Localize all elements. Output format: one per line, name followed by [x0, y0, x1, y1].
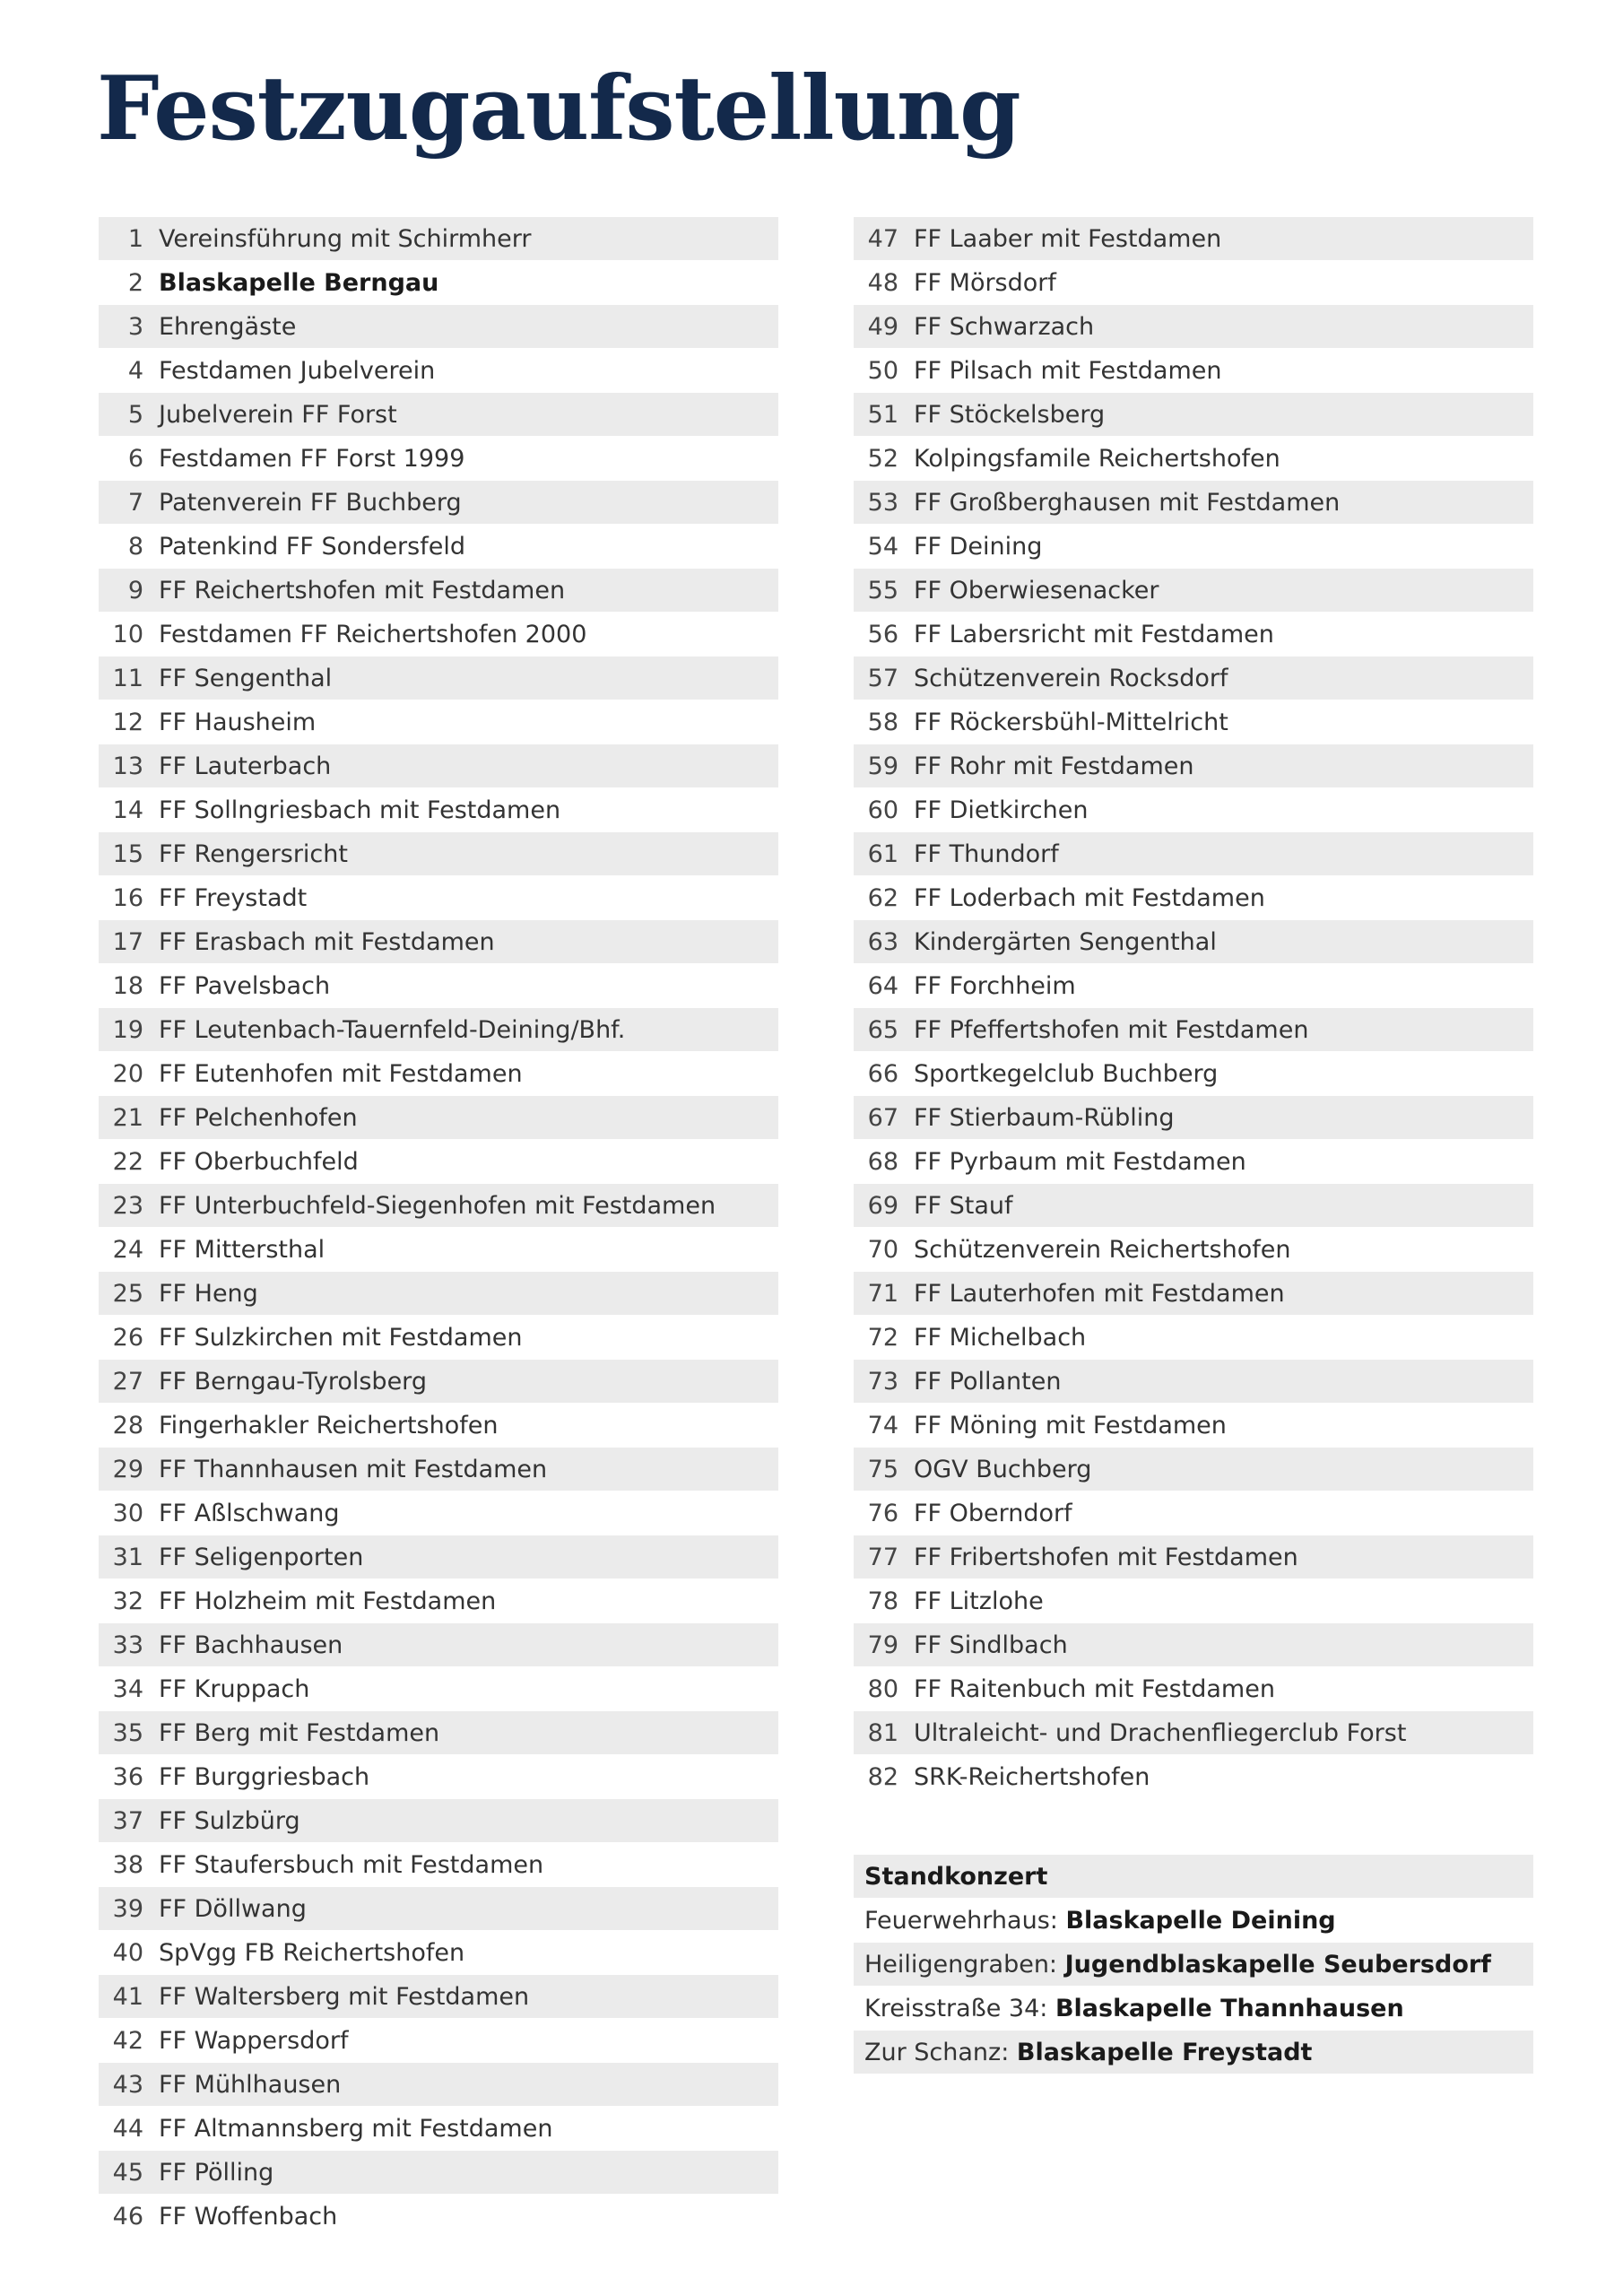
parade-row	[99, 569, 778, 612]
parade-group-name: FF Sindlbach	[914, 1631, 1068, 1659]
parade-row	[99, 349, 778, 392]
parade-row	[99, 1667, 778, 1710]
parade-group-name: FF Woffenbach	[159, 2202, 338, 2231]
parade-group-name: FF Döllwang	[159, 1894, 307, 1923]
parade-group-name: FF Labersricht mit Festdamen	[914, 620, 1274, 648]
parade-row	[854, 1184, 1533, 1227]
parade-group-name: FF Litzlohe	[914, 1587, 1044, 1615]
parade-number: 29	[112, 1455, 143, 1483]
parade-number: 72	[867, 1323, 898, 1352]
parade-number: 43	[112, 2070, 143, 2099]
parade-group-name: FF Burggriesbach	[159, 1762, 370, 1791]
parade-number: 51	[867, 400, 898, 429]
parade-number: 69	[867, 1191, 898, 1220]
parade-row	[99, 1360, 778, 1403]
parade-group-name: Festdamen FF Reichertshofen 2000	[159, 620, 587, 648]
parade-number: 50	[867, 356, 898, 385]
standkonzert-section	[854, 1855, 1533, 2074]
parade-row	[99, 876, 778, 919]
parade-row	[99, 1316, 778, 1359]
parade-group-name: Vereinsführung mit Schirmherr	[159, 224, 532, 253]
parade-group-name: FF Holzheim mit Festdamen	[159, 1587, 497, 1615]
parade-list-left	[99, 217, 778, 2239]
parade-row	[99, 481, 778, 524]
parade-row	[854, 657, 1533, 700]
parade-row	[854, 1755, 1533, 1798]
parade-group-name: FF Thundorf	[914, 839, 1059, 868]
parade-group-name: FF Lauterhofen mit Festdamen	[914, 1279, 1285, 1308]
parade-row	[99, 832, 778, 875]
parade-row	[99, 700, 778, 744]
parade-group-name: FF Eutenhofen mit Festdamen	[159, 1059, 523, 1088]
parade-number: 73	[867, 1367, 898, 1396]
parade-row	[854, 437, 1533, 480]
parade-row	[99, 1887, 778, 1930]
parade-group-name: FF Mühlhausen	[159, 2070, 342, 2099]
parade-number: 80	[867, 1674, 898, 1703]
parade-group-name: FF Mittersthal	[159, 1235, 325, 1264]
parade-number: 81	[867, 1718, 898, 1747]
parade-number: 31	[112, 1543, 143, 1571]
parade-number: 59	[867, 752, 898, 780]
parade-group-name: FF Stauf	[914, 1191, 1013, 1220]
parade-group-name: FF Loderbach mit Festdamen	[914, 883, 1265, 912]
parade-group-name: FF Pfeffertshofen mit Festdamen	[914, 1015, 1309, 1044]
parade-number: 74	[867, 1411, 898, 1439]
parade-number: 42	[112, 2026, 143, 2055]
parade-number: 7	[127, 488, 143, 517]
parade-number: 77	[867, 1543, 898, 1571]
parade-number: 78	[867, 1587, 898, 1615]
parade-row	[99, 1228, 778, 1271]
parade-group-name: FF Rengersricht	[159, 839, 348, 868]
parade-row	[99, 788, 778, 831]
parade-group-name: Fingerhakler Reichertshofen	[159, 1411, 499, 1439]
parade-number: 82	[867, 1762, 898, 1791]
parade-number: 32	[112, 1587, 143, 1615]
parade-group-name: FF Möning mit Festdamen	[914, 1411, 1227, 1439]
standkonzert-location: Zur Schanz:	[864, 2038, 1010, 2066]
parade-group-name: FF Berngau-Tyrolsberg	[159, 1367, 427, 1396]
parade-row	[99, 657, 778, 700]
parade-group-name: FF Pyrbaum mit Festdamen	[914, 1147, 1246, 1176]
parade-group-name: FF Fribertshofen mit Festdamen	[914, 1543, 1298, 1571]
parade-number: 18	[112, 971, 143, 1000]
parade-row	[99, 1843, 778, 1886]
parade-row	[854, 261, 1533, 304]
standkonzert-item	[854, 1899, 1533, 1942]
parade-number: 2	[127, 268, 143, 297]
parade-row	[854, 1492, 1533, 1535]
parade-group-name: FF Unterbuchfeld-Siegenhofen mit Festdamen	[159, 1191, 716, 1220]
parade-row	[99, 525, 778, 568]
parade-row	[99, 1492, 778, 1535]
parade-number: 75	[867, 1455, 898, 1483]
parade-group-name: Ehrengäste	[159, 312, 297, 341]
parade-row	[99, 2195, 778, 2238]
parade-row	[854, 349, 1533, 392]
parade-group-name: FF Pavelsbach	[159, 971, 331, 1000]
standkonzert-heading-row	[854, 1855, 1533, 1898]
parade-row	[99, 2063, 778, 2106]
parade-row	[854, 525, 1533, 568]
parade-row	[854, 1316, 1533, 1359]
parade-number: 8	[127, 532, 143, 561]
parade-row	[99, 437, 778, 480]
parade-number: 47	[867, 224, 898, 253]
parade-number: 33	[112, 1631, 143, 1659]
parade-row	[854, 613, 1533, 656]
parade-number: 49	[867, 312, 898, 341]
standkonzert-band: Jugendblaskapelle Seubersdorf	[1064, 1950, 1491, 1979]
parade-row	[854, 832, 1533, 875]
parade-group-name: FF Großberghausen mit Festdamen	[914, 488, 1341, 517]
parade-row	[854, 1140, 1533, 1183]
parade-number: 64	[867, 971, 898, 1000]
parade-number: 24	[112, 1235, 143, 1264]
parade-number: 67	[867, 1103, 898, 1132]
parade-group-name: SpVgg FB Reichertshofen	[159, 1938, 465, 1967]
parade-row	[99, 1404, 778, 1447]
parade-row	[854, 1052, 1533, 1095]
parade-row	[99, 744, 778, 787]
parade-row	[99, 1096, 778, 1139]
parade-group-name: FF Oberndorf	[914, 1499, 1072, 1527]
standkonzert-item	[854, 2031, 1533, 2074]
parade-group-name: FF Deining	[914, 532, 1043, 561]
parade-number: 10	[112, 620, 143, 648]
parade-group-name: Schützenverein Reichertshofen	[914, 1235, 1291, 1264]
parade-row	[99, 393, 778, 436]
parade-number: 37	[112, 1806, 143, 1835]
parade-row	[854, 876, 1533, 919]
parade-group-name: FF Pölling	[159, 2158, 274, 2187]
parade-group-name: Patenverein FF Buchberg	[159, 488, 462, 517]
parade-row	[99, 305, 778, 348]
parade-group-name: FF Laaber mit Festdamen	[914, 224, 1222, 253]
parade-group-name: Festdamen FF Forst 1999	[159, 444, 465, 473]
standkonzert-location: Heiligengraben:	[864, 1950, 1058, 1979]
parade-number: 48	[867, 268, 898, 297]
parade-list-right	[854, 217, 1533, 1799]
parade-number: 63	[867, 927, 898, 956]
parade-row	[854, 1360, 1533, 1403]
parade-row	[854, 1096, 1533, 1139]
parade-number: 41	[112, 1982, 143, 2011]
parade-number: 66	[867, 1059, 898, 1088]
parade-row	[99, 1052, 778, 1095]
parade-row	[854, 217, 1533, 260]
parade-number: 38	[112, 1850, 143, 1879]
parade-number: 28	[112, 1411, 143, 1439]
parade-group-name: FF Rohr mit Festdamen	[914, 752, 1194, 780]
parade-number: 16	[112, 883, 143, 912]
parade-group-name: FF Stöckelsberg	[914, 400, 1106, 429]
parade-number: 23	[112, 1191, 143, 1220]
parade-group-name: FF Pilsach mit Festdamen	[914, 356, 1222, 385]
parade-number: 56	[867, 620, 898, 648]
parade-group-name: FF Raitenbuch mit Festdamen	[914, 1674, 1275, 1703]
parade-row	[99, 1008, 778, 1051]
parade-number: 46	[112, 2202, 143, 2231]
parade-number: 60	[867, 796, 898, 824]
parade-number: 25	[112, 1279, 143, 1308]
parade-row	[854, 1272, 1533, 1315]
parade-group-name: FF Mörsdorf	[914, 268, 1056, 297]
parade-row	[99, 2019, 778, 2062]
parade-group-name: FF Oberwiesenacker	[914, 576, 1159, 604]
parade-row	[99, 2107, 778, 2150]
parade-group-name: FF Hausheim	[159, 708, 317, 736]
parade-group-name: FF Heng	[159, 1279, 258, 1308]
parade-row	[99, 1755, 778, 1798]
parade-group-name: FF Reichertshofen mit Festdamen	[159, 576, 566, 604]
parade-row	[854, 1228, 1533, 1271]
parade-number: 40	[112, 1938, 143, 1967]
parade-group-name: FF Sengenthal	[159, 664, 333, 692]
parade-group-name: Sportkegelclub Buchberg	[914, 1059, 1219, 1088]
parade-row	[99, 964, 778, 1007]
parade-group-name: FF Dietkirchen	[914, 796, 1089, 824]
parade-group-name: FF Stierbaum-Rübling	[914, 1103, 1175, 1132]
parade-number: 79	[867, 1631, 898, 1659]
parade-row	[854, 1404, 1533, 1447]
parade-number: 12	[112, 708, 143, 736]
parade-row	[854, 305, 1533, 348]
standkonzert-band: Blaskapelle Deining	[1065, 1906, 1336, 1935]
parade-number: 65	[867, 1015, 898, 1044]
parade-row	[99, 1535, 778, 1578]
parade-group-name: FF Pollanten	[914, 1367, 1062, 1396]
parade-number: 9	[127, 576, 143, 604]
standkonzert-location: Feuerwehrhaus:	[864, 1906, 1058, 1935]
parade-row	[99, 1579, 778, 1622]
parade-number: 58	[867, 708, 898, 736]
parade-row	[854, 393, 1533, 436]
parade-number: 1	[127, 224, 143, 253]
parade-group-name: FF Sulzbürg	[159, 1806, 300, 1835]
parade-number: 45	[112, 2158, 143, 2187]
parade-group-name: FF Pelchenhofen	[159, 1103, 358, 1132]
standkonzert-location: Kreisstraße 34:	[864, 1994, 1048, 2022]
parade-row	[854, 1008, 1533, 1051]
parade-group-name: FF Lauterbach	[159, 752, 332, 780]
parade-group-name: Blaskapelle Berngau	[159, 268, 439, 297]
parade-row	[854, 1535, 1533, 1578]
parade-number: 62	[867, 883, 898, 912]
parade-row	[99, 1931, 778, 1974]
parade-number: 6	[127, 444, 143, 473]
standkonzert-heading: Standkonzert	[864, 1862, 1048, 1891]
standkonzert-band: Blaskapelle Thannhausen	[1055, 1994, 1404, 2022]
parade-group-name: Jubelverein FF Forst	[159, 400, 397, 429]
standkonzert-band: Blaskapelle Freystadt	[1016, 2038, 1313, 2066]
parade-row	[99, 1975, 778, 2018]
parade-group-name: FF Leutenbach-Tauernfeld-Deining/Bhf.	[159, 1015, 626, 1044]
parade-number: 17	[112, 927, 143, 956]
parade-number: 36	[112, 1762, 143, 1791]
parade-group-name: FF Sollngriesbach mit Festdamen	[159, 796, 561, 824]
parade-number: 71	[867, 1279, 898, 1308]
parade-number: 61	[867, 839, 898, 868]
parade-number: 5	[127, 400, 143, 429]
parade-group-name: FF Wappersdorf	[159, 2026, 349, 2055]
parade-group-name: FF Seligenporten	[159, 1543, 364, 1571]
parade-row	[99, 1272, 778, 1315]
parade-row	[99, 1184, 778, 1227]
parade-number: 57	[867, 664, 898, 692]
parade-group-name: FF Waltersberg mit Festdamen	[159, 1982, 530, 2011]
parade-group-name: FF Röckersbühl-Mittelricht	[914, 708, 1228, 736]
parade-group-name: FF Altmannsberg mit Festdamen	[159, 2114, 553, 2143]
parade-number: 68	[867, 1147, 898, 1176]
parade-number: 13	[112, 752, 143, 780]
parade-group-name: FF Kruppach	[159, 1674, 310, 1703]
parade-number: 53	[867, 488, 898, 517]
parade-row	[854, 1448, 1533, 1491]
parade-group-name: FF Sulzkirchen mit Festdamen	[159, 1323, 523, 1352]
parade-group-name: Schützenverein Rocksdorf	[914, 664, 1228, 692]
parade-row	[99, 261, 778, 304]
parade-number: 54	[867, 532, 898, 561]
parade-row	[99, 2151, 778, 2194]
parade-group-name: FF Freystadt	[159, 883, 308, 912]
parade-row	[854, 964, 1533, 1007]
parade-row	[99, 920, 778, 963]
parade-group-name: FF Bachhausen	[159, 1631, 343, 1659]
parade-number: 22	[112, 1147, 143, 1176]
parade-row	[854, 1667, 1533, 1710]
parade-group-name: Kindergärten Sengenthal	[914, 927, 1217, 956]
parade-number: 26	[112, 1323, 143, 1352]
page-title: Festzugaufstellung	[97, 57, 1020, 161]
parade-number: 21	[112, 1103, 143, 1132]
parade-group-name: FF Staufersbuch mit Festdamen	[159, 1850, 544, 1879]
parade-group-name: FF Berg mit Festdamen	[159, 1718, 440, 1747]
parade-group-name: FF Michelbach	[914, 1323, 1087, 1352]
parade-group-name: FF Thannhausen mit Festdamen	[159, 1455, 548, 1483]
standkonzert-item	[854, 1943, 1533, 1986]
parade-group-name: FF Aßlschwang	[159, 1499, 340, 1527]
parade-number: 4	[127, 356, 143, 385]
parade-row	[99, 1448, 778, 1491]
parade-row	[99, 1711, 778, 1754]
parade-group-name: OGV Buchberg	[914, 1455, 1092, 1483]
parade-row	[854, 700, 1533, 744]
parade-number: 20	[112, 1059, 143, 1088]
parade-number: 19	[112, 1015, 143, 1044]
parade-number: 34	[112, 1674, 143, 1703]
parade-number: 39	[112, 1894, 143, 1923]
parade-number: 11	[112, 664, 143, 692]
parade-number: 55	[867, 576, 898, 604]
parade-row	[854, 1623, 1533, 1666]
parade-row	[854, 1579, 1533, 1622]
parade-row	[99, 1623, 778, 1666]
parade-row	[854, 1711, 1533, 1754]
parade-number: 76	[867, 1499, 898, 1527]
parade-row	[854, 920, 1533, 963]
parade-row	[854, 788, 1533, 831]
parade-number: 14	[112, 796, 143, 824]
parade-number: 3	[127, 312, 143, 341]
parade-number: 35	[112, 1718, 143, 1747]
parade-row	[99, 1140, 778, 1183]
parade-row	[854, 481, 1533, 524]
parade-group-name: FF Oberbuchfeld	[159, 1147, 359, 1176]
parade-group-name: FF Erasbach mit Festdamen	[159, 927, 495, 956]
parade-group-name: Ultraleicht- und Drachenfliegerclub Forst	[914, 1718, 1407, 1747]
parade-row	[99, 217, 778, 260]
parade-number: 70	[867, 1235, 898, 1264]
parade-row	[854, 569, 1533, 612]
parade-group-name: FF Forchheim	[914, 971, 1076, 1000]
parade-row	[99, 613, 778, 656]
parade-group-name: FF Schwarzach	[914, 312, 1095, 341]
parade-number: 27	[112, 1367, 143, 1396]
parade-number: 15	[112, 839, 143, 868]
parade-number: 30	[112, 1499, 143, 1527]
parade-group-name: Patenkind FF Sondersfeld	[159, 532, 465, 561]
standkonzert-item	[854, 1987, 1533, 2030]
parade-row	[99, 1799, 778, 1842]
parade-group-name: SRK-Reichertshofen	[914, 1762, 1150, 1791]
parade-row	[854, 744, 1533, 787]
parade-number: 52	[867, 444, 898, 473]
parade-group-name: Festdamen Jubelverein	[159, 356, 436, 385]
parade-number: 44	[112, 2114, 143, 2143]
parade-group-name: Kolpingsfamile Reichertshofen	[914, 444, 1280, 473]
